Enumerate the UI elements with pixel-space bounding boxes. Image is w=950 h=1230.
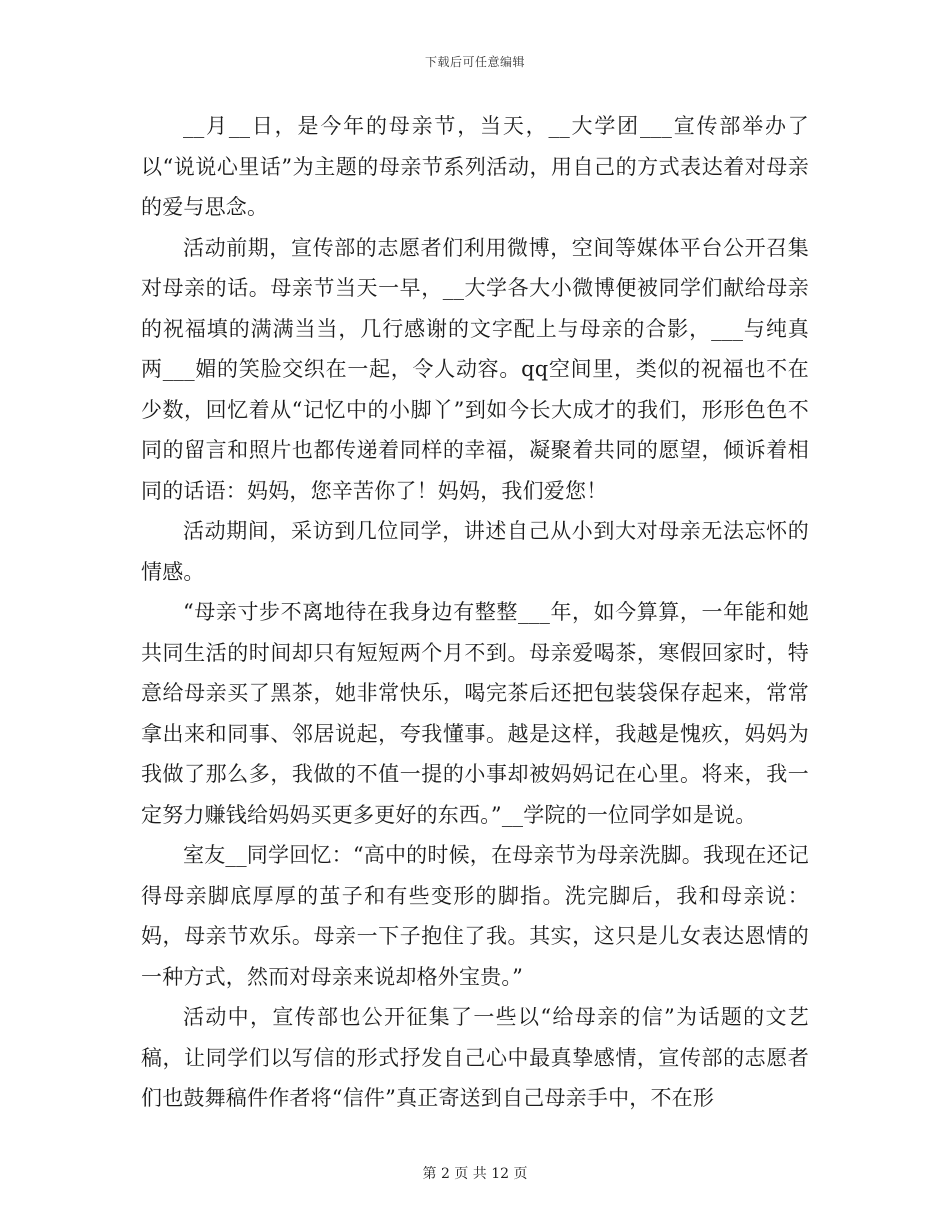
paragraph-6: 活动中，宣传部也公开征集了一些以“给母亲的信”为话题的文艺稿，让同学们以写信的形式抒发自己心中最真挚感情，宣传部的志愿者们也鼓舞稿件作者将“信件”真正寄送到自己母亲手中，不在形 [141, 1005, 809, 1110]
paragraph-4: “母亲寸步不离地待在我身边有整整___年，如今算算，一年能和她共同生活的时间却只有短短两个月不到。母亲爱喝茶，寒假回家时，特意给母亲买了黑茶，她非常快乐，喝完茶后还把包装袋保存起来，常常拿出来和同事、邻居说起，夸我懂事。越是这样，我越是愧疚，妈妈为我做了那么多，我做的不值一提的小事却被妈妈记在心里。将来，我一定努力赚钱给妈妈买更多更好的东西。”__学院的一位同学如是说。 [141, 600, 809, 827]
page-footer: 第 2 页 共 12 页 [422, 1166, 528, 1182]
paragraph-5: 室友__同学回忆：“高中的时候，在母亲节为母亲洗脚。我现在还记得母亲脚底厚厚的茧子和有些变形的脚指。洗完脚后，我和母亲说：妈，母亲节欢乐。母亲一下子抱住了我。其实，这只是儿女表达恩情的一种方式，然而对母亲来说却格外宝贵。” [141, 843, 809, 989]
page-header: 下载后可任意编辑 [424, 55, 525, 69]
paragraph-1: __月__日，是今年的母亲节，当天，__大学团___宣传部举办了以“说说心里话”为主题的母亲节系列活动，用自己的方式表达着对母亲的爱与思念。 [141, 114, 809, 219]
document-body [141, 106, 809, 1119]
paragraph-3: 活动期间，采访到几位同学，讲述自己从小到大对母亲无法忘怀的情感。 [141, 519, 809, 584]
paragraph-2: 活动前期，宣传部的志愿者们利用微博，空间等媒体平台公开召集对母亲的话。母亲节当天一早，__大学各大小微博便被同学们献给母亲的祝福填的满满当当，几行感谢的文字配上与母亲的合影，___与纯真两___媚的笑脸交织在一起，令人动容。qq空间里，类似的祝福也不在少数，回忆着从“记忆中的小脚丫”到如今长大成才的我们，形形色色不同的留言和照片也都传递着同样的幸福，凝聚着共同的愿望，倾诉着相同的话语：妈妈，您辛苦你了！妈妈，我们爱您！ [141, 235, 809, 503]
